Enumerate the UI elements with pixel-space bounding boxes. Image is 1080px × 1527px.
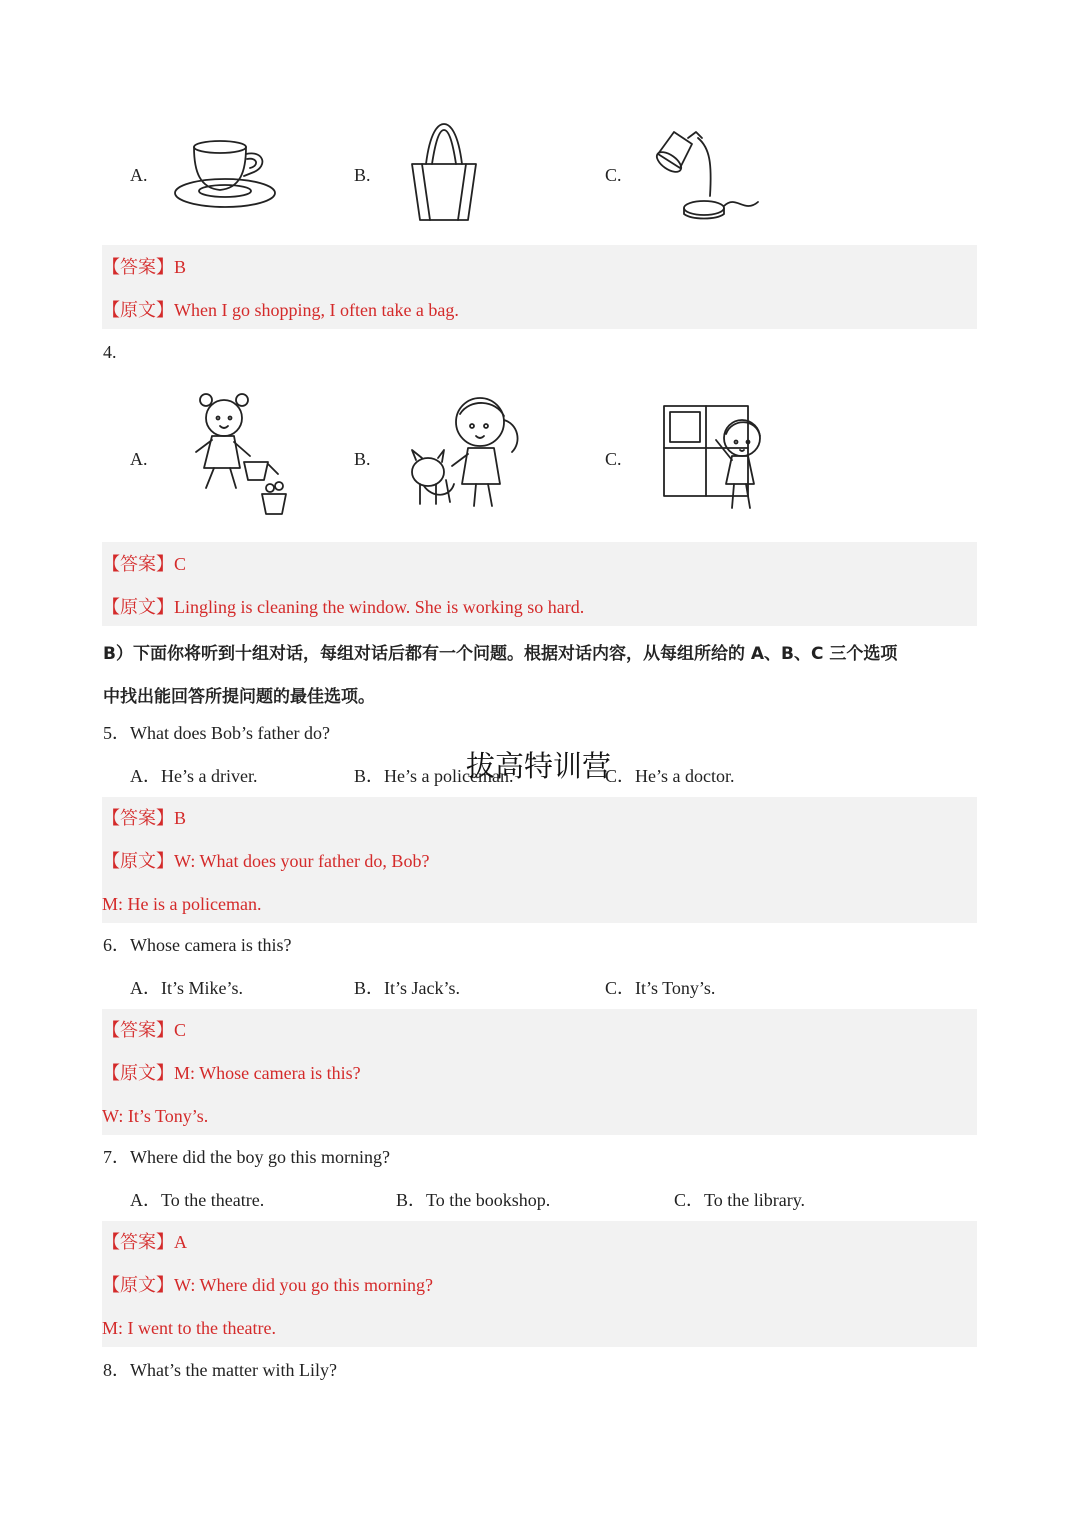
q7-transcript-line1 <box>102 1276 433 1294</box>
transcript-text: Lingling is cleaning the window. She is working so hard. <box>174 597 585 617</box>
q3-answer-box <box>102 245 977 329</box>
q3-option-a-label: A. <box>130 165 148 185</box>
answer-tag: 【答案】 <box>102 1232 174 1252</box>
answer-tag: 【答案】 <box>102 808 174 828</box>
q5-question: 5．What does Bob’s father do? <box>103 723 330 743</box>
q4-option-c-label: C. <box>605 449 622 469</box>
answer-value: C <box>174 1020 187 1040</box>
q4-number: 4. <box>103 342 117 362</box>
q7-transcript-line2: M: I went to the theatre. <box>102 1318 276 1338</box>
transcript-text: W: What does your father do, Bob? <box>174 851 430 871</box>
q3-answer-line <box>102 258 186 276</box>
tote-bag-icon <box>408 120 480 224</box>
q6-transcript-line2: W: It’s Tony’s. <box>102 1106 209 1126</box>
transcript-tag: 【原文】 <box>102 597 174 617</box>
answer-value: C <box>174 554 187 574</box>
answer-value: A <box>174 1232 187 1252</box>
q5-option-c: C．He’s a doctor. <box>605 766 735 786</box>
q7-question: 7．Where did the boy go this morning? <box>103 1147 390 1167</box>
q7-option-b: B．To the bookshop. <box>396 1190 551 1210</box>
answer-value: B <box>174 808 187 828</box>
q8-question: 8．What’s the matter with Lily? <box>103 1360 337 1380</box>
q7-answer-line <box>102 1233 187 1251</box>
desk-lamp-icon <box>652 124 760 220</box>
girl-cleaning-window-icon <box>662 404 768 512</box>
transcript-tag: 【原文】 <box>102 1063 174 1083</box>
transcript-tag: 【原文】 <box>102 1275 174 1295</box>
answer-tag: 【答案】 <box>102 554 174 574</box>
q4-option-a-label: A. <box>130 449 148 469</box>
q6-answer-line <box>102 1021 186 1039</box>
q6-option-c: C．It’s Tony’s. <box>605 978 716 998</box>
q3-transcript-line <box>102 301 459 319</box>
q3-option-b-label: B. <box>354 165 371 185</box>
q6-option-a: A．It’s Mike’s. <box>130 978 244 998</box>
transcript-text: M: Whose camera is this? <box>174 1063 361 1083</box>
q7-answer-box <box>102 1221 977 1347</box>
q5-transcript-line1 <box>102 852 429 870</box>
q5-transcript-line2: M: He is a policeman. <box>102 894 262 914</box>
q5-option-a: A．He’s a driver. <box>130 766 258 786</box>
q6-transcript-line1 <box>102 1064 361 1082</box>
q5-answer-box <box>102 797 977 923</box>
q6-answer-box <box>102 1009 977 1135</box>
answer-value: B <box>174 257 187 277</box>
section-b-instruction-line1: B）下面你将听到十组对话，每组对话后都有一个问题。根据对话内容，从每组所给的 A、B、C 三个选项 <box>103 644 898 664</box>
watermark: 拔高特训营 <box>466 749 612 783</box>
q5-option-b: B．He’s a policeman. <box>354 766 514 786</box>
girl-feeding-dog-icon <box>406 394 530 512</box>
answer-tag: 【答案】 <box>102 257 174 277</box>
q6-option-b: B．It’s Jack’s. <box>354 978 460 998</box>
transcript-text: W: Where did you go this morning? <box>174 1275 433 1295</box>
teacup-icon <box>172 138 282 214</box>
q4-transcript-line <box>102 598 584 616</box>
answer-tag: 【答案】 <box>102 1020 174 1040</box>
transcript-tag: 【原文】 <box>102 300 174 320</box>
q5-answer-line <box>102 809 186 827</box>
q4-answer-box <box>102 542 977 626</box>
girl-watering-flowers-icon <box>184 390 296 518</box>
q4-answer-line <box>102 555 186 573</box>
q6-question: 6．Whose camera is this? <box>103 935 292 955</box>
section-b-instruction-line2: 中找出能回答所提问题的最佳选项。 <box>103 687 375 707</box>
transcript-text: When I go shopping, I often take a bag. <box>174 300 459 320</box>
q4-option-b-label: B. <box>354 449 371 469</box>
q3-option-c-label: C. <box>605 165 622 185</box>
q7-option-a: A．To the theatre. <box>130 1190 265 1210</box>
transcript-tag: 【原文】 <box>102 851 174 871</box>
q7-option-c: C．To the library. <box>674 1190 806 1210</box>
